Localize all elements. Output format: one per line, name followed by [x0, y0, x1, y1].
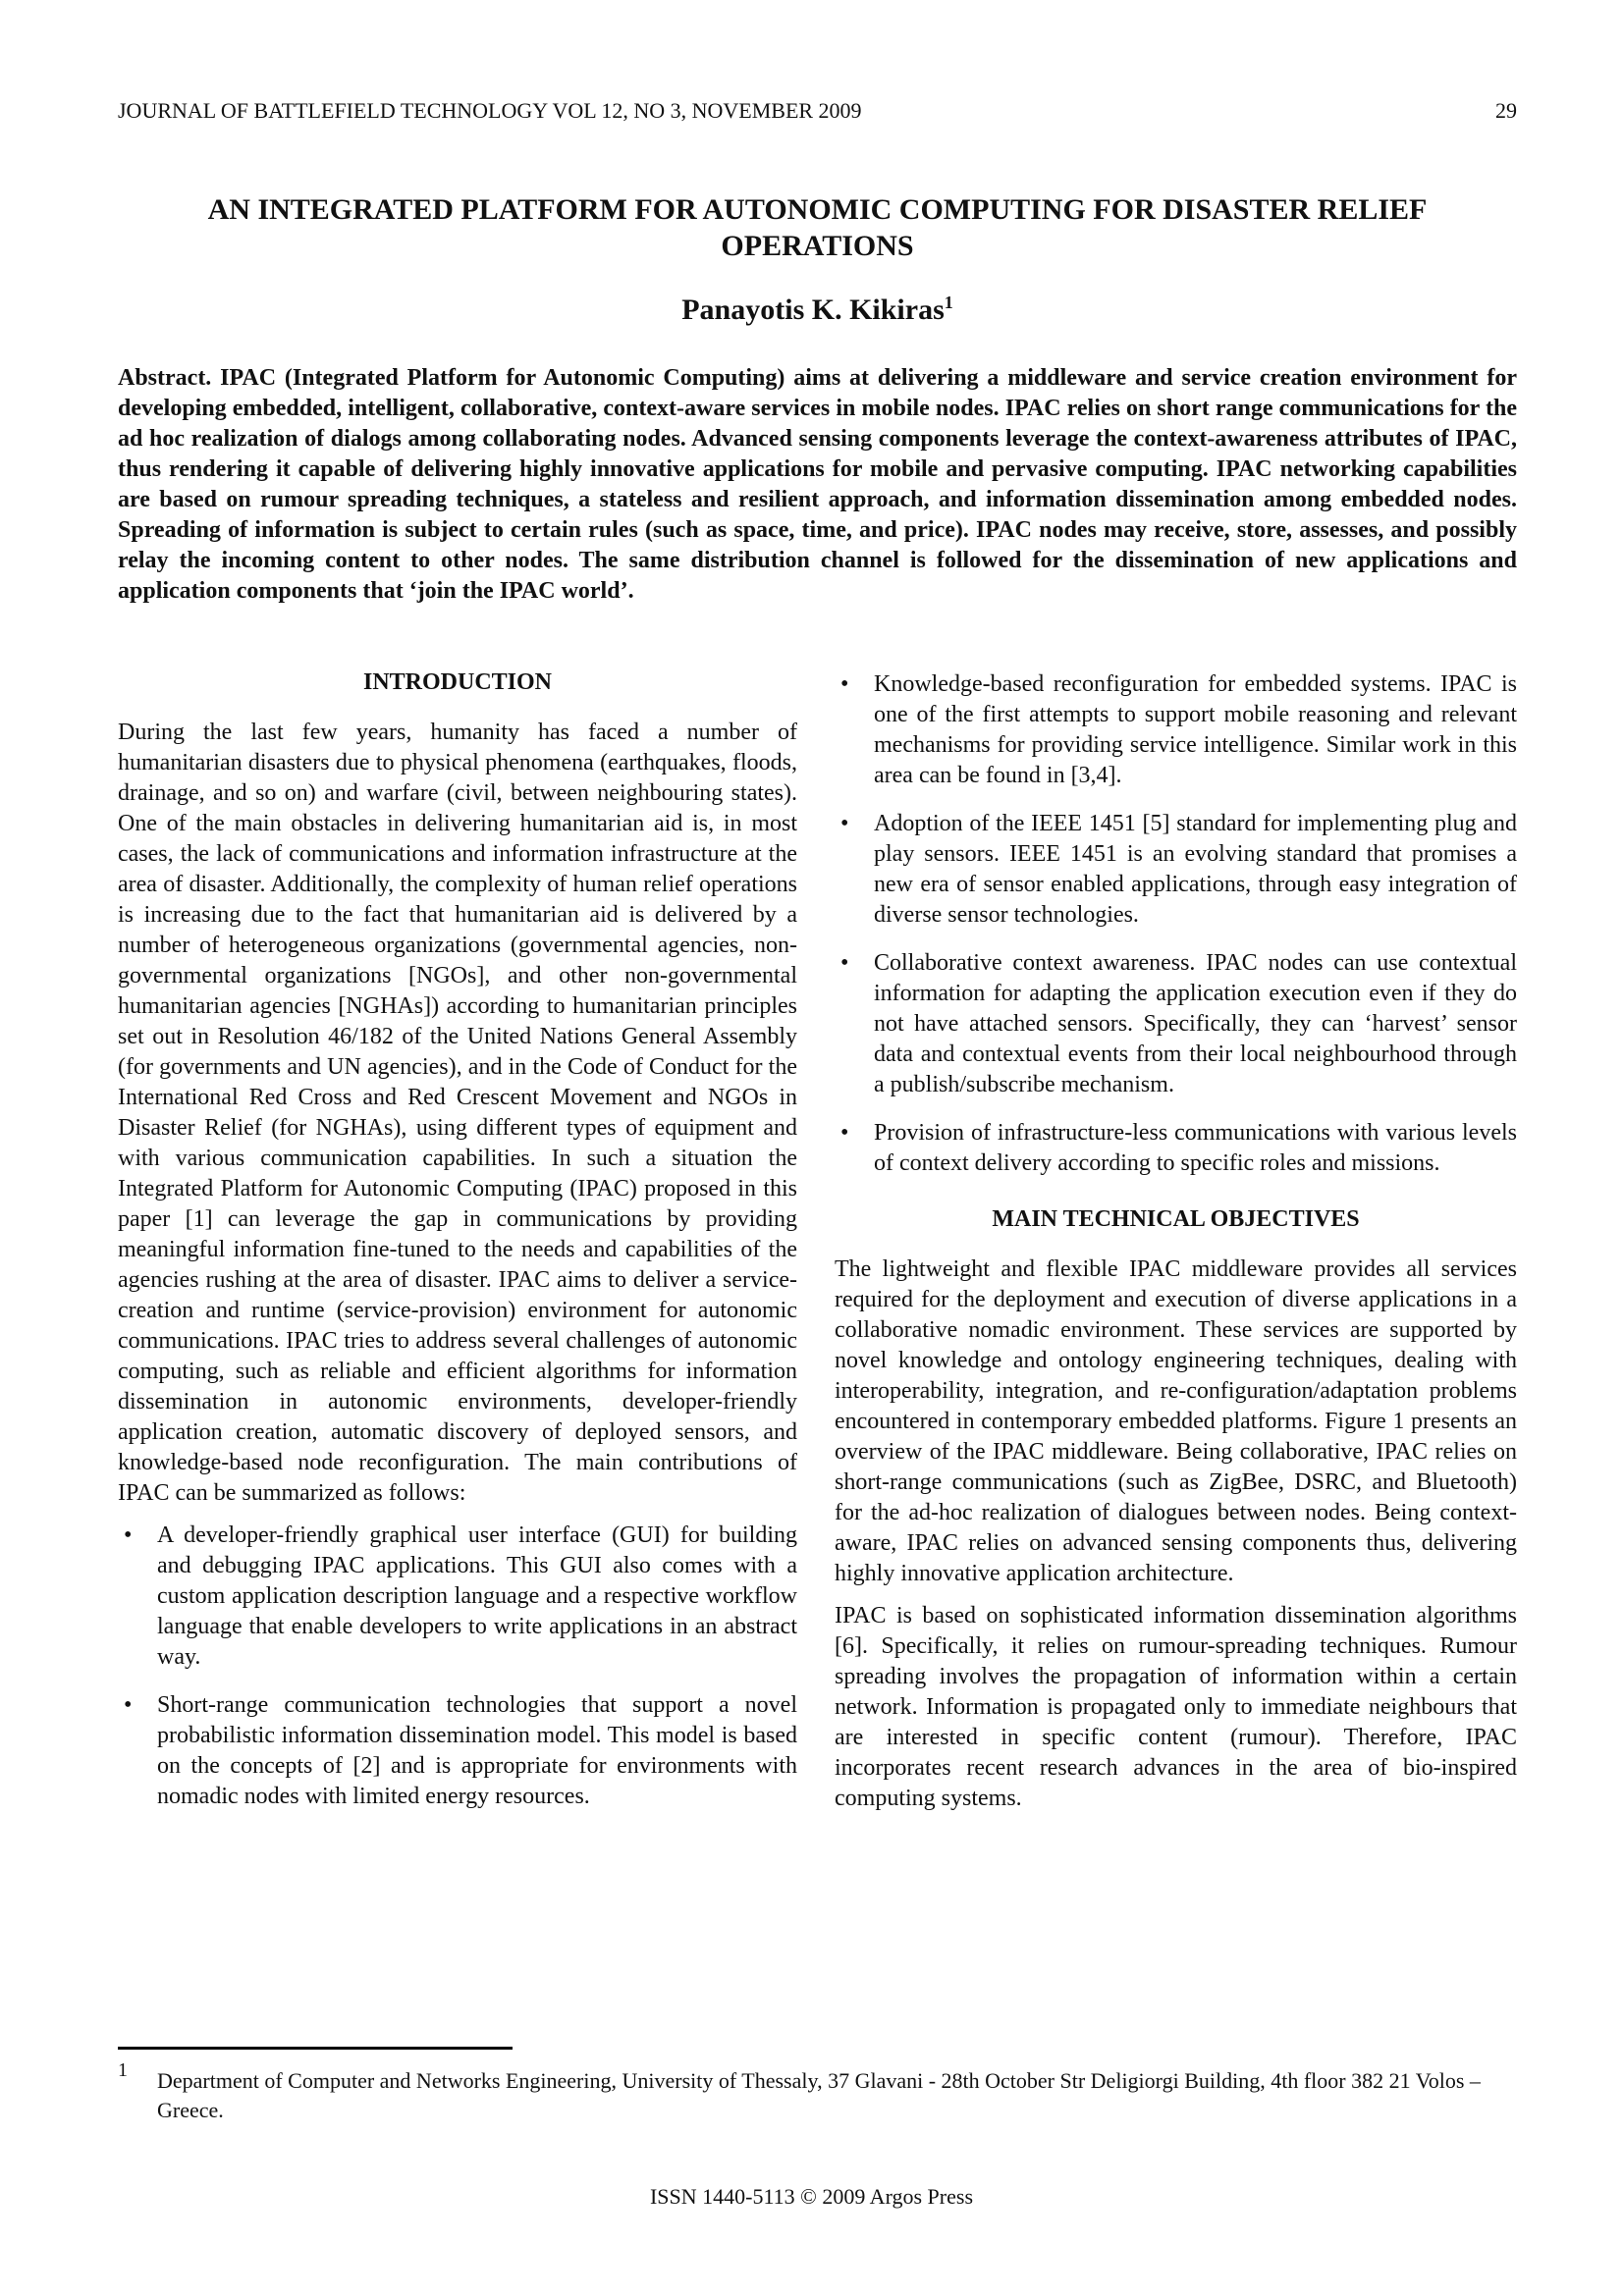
list-item — [118, 1690, 797, 1812]
list-item — [118, 1521, 797, 1673]
objectives-paragraph: IPAC is based on sophisticated information dissemination algorithms [6]. Specifically, it relies on rumour-spreading techniques. Rumour spreading involves the propagation of information within a certain network. Information is propagated only to immediate neighbours that are interested in specific content (rumour). Therefore, IPAC incorporates recent research advances in the area of bio-inspired computing systems. — [835, 1603, 1517, 1811]
paper-title: AN INTEGRATED PLATFORM FOR AUTONOMIC COMPUTING FOR DISASTER RELIEF OPERATIONS — [207, 193, 1428, 262]
footnote-text: Department of Computer and Networks Engineering, University of Thessaly, 37 Glavani - 28th October Str Deligiorgi Building, 4th floor 382 21 Volos – Greece. — [157, 2068, 1481, 2122]
footnote-divider — [118, 2047, 513, 2050]
contributions-list-left — [118, 1521, 797, 1812]
objectives-paragraph: The lightweight and flexible IPAC middleware provides all services required for the deployment and execution of diverse applications in a collaborative nomadic environment. These services are supported by novel knowledge and ontology engineering techniques, dealing with interoperability, integration, and re-configuration/adaptation problems encountered in contemporary embedded platforms. Figure 1 presents an overview of the IPAC middleware. Being collaborative, IPAC relies on short-range communications (such as ZigBee, DSRC, and Bluetooth) for the ad-hoc realization of dialogues between nodes. Being context-aware, IPAC relies on advanced sensing components thus, delivering highly innovative application architecture. — [835, 1256, 1517, 1586]
bullet-icon: • — [840, 1120, 849, 1146]
author-footnote-mark: 1 — [944, 293, 953, 312]
list-item — [835, 1118, 1517, 1179]
list-item-text: A developer-friendly graphical user interface (GUI) for building and debugging IPAC applications. This GUI also comes with a custom application description language and a respective workflow language that enable developers to write applications in an abstract way. — [157, 1522, 797, 1670]
page-footer: ISSN 1440-5113 © 2009 Argos Press — [649, 2184, 974, 2209]
list-item-text: Adoption of the IEEE 1451 [5] standard for implementing plug and play sensors. IEEE 1451 is an evolving standard that promises a new era of sensor enabled applications, through easy integration of diverse sensor technologies. — [874, 811, 1517, 928]
bullet-icon: • — [840, 671, 849, 697]
section-heading-objectives: MAIN TECHNICAL OBJECTIVES — [992, 1206, 1360, 1232]
left-column — [118, 667, 797, 1830]
bullet-icon: • — [840, 811, 849, 836]
bullet-icon: • — [124, 1522, 133, 1548]
section-heading-introduction: INTRODUCTION — [362, 669, 553, 695]
journal-name: JOURNAL OF BATTLEFIELD TECHNOLOGY VOL 12, NO 3, NOVEMBER 2009 — [118, 98, 862, 123]
list-item-text: Knowledge-based reconfiguration for embedded systems. IPAC is one of the first attempts to support mobile reasoning and relevant mechanisms for providing service intelligence. Similar work in this area can be found in [3,4]. — [874, 671, 1517, 788]
running-header — [118, 98, 1517, 124]
list-item-text: Collaborative context awareness. IPAC nodes can use contextual information for adapting the application execution even if they do not have attached sensors. Specifically, they can ‘harvest’ sensor data and contextual events from their local neighbourhood through a publish/subscribe mechanism. — [874, 950, 1517, 1097]
bullet-icon: • — [840, 950, 849, 976]
footnote-mark: 1 — [118, 2059, 128, 2081]
abstract: Abstract. IPAC (Integrated Platform for Autonomic Computing) aims at delivering a middleware and service creation environment for developing embedded, intelligent, collaborative, context-aware services in mobile nodes. IPAC relies on short range communications for the ad hoc realization of dialogs among collaborating nodes. Advanced sensing components leverage the context-awareness attributes of IPAC, thus rendering it capable of delivering highly innovative applications for mobile and pervasive computing. IPAC networking capabilities are based on rumour spreading techniques, a stateless and resilient approach, and information dissemination among embedded nodes. Spreading of information is subject to certain rules (such as space, time, and price). IPAC nodes may receive, store, assesses, and possibly relay the incoming content to other nodes. The same distribution channel is followed for the dissemination of new applications and application components that ‘join the IPAC world’. — [118, 365, 1517, 604]
contributions-list-right — [835, 669, 1517, 1179]
list-item-text: Provision of infrastructure-less communications with various levels of context delivery according to specific roles and missions. — [874, 1120, 1517, 1176]
author — [118, 293, 1517, 327]
list-item — [835, 669, 1517, 791]
author-name: Panayotis K. Kikiras — [681, 294, 945, 326]
intro-paragraph: During the last few years, humanity has faced a number of humanitarian disasters due to physical phenomena (earthquakes, floods, drainage, and so on) and warfare (civil, between neighbouring states). One of the main obstacles in delivering humanitarian aid is, in most cases, the lack of communications and information infrastructure at the area of disaster. Additionally, the complexity of human relief operations is increasing due to the fact that humanitarian aid is delivered by a number of heterogeneous organizations (governmental agencies, non-governmental organizations [NGOs], and other non-governmental humanitarian agencies [NGHAs]) according to humanitarian principles set out in Resolution 46/182 of the United Nations General Assembly (for governments and UN agencies), and in the Code of Conduct for the International Red Cross and Red Crescent Movement and NGOs in Disaster Relief (for NGHAs), using different types of equipment and with various communication capabilities. In such a situation the Integrated Platform for Autonomic Computing (IPAC) proposed in this paper [1] can leverage the gap in communications by providing meaningful information fine-tuned to the needs and capabilities of the agencies rushing at the area of disaster. IPAC aims to deliver a service-creation and runtime (service-provision) environment for autonomic communications. IPAC tries to address several challenges of autonomic computing, such as reliable and efficient algorithms for information dissemination in autonomic environments, developer-friendly application creation, automatic discovery of deployed sensors, and knowledge-based node reconfiguration. The main contributions of IPAC can be summarized as follows: — [118, 720, 797, 1506]
list-item — [835, 948, 1517, 1100]
right-column — [835, 669, 1517, 1826]
list-item — [835, 809, 1517, 931]
list-item-text: Short-range communication technologies that support a novel probabilistic information dissemination model. This model is based on the concepts of [2] and is appropriate for environments with nomadic nodes with limited energy resources. — [157, 1692, 797, 1809]
page-number: 29 — [1495, 98, 1517, 123]
bullet-icon: • — [124, 1692, 133, 1718]
